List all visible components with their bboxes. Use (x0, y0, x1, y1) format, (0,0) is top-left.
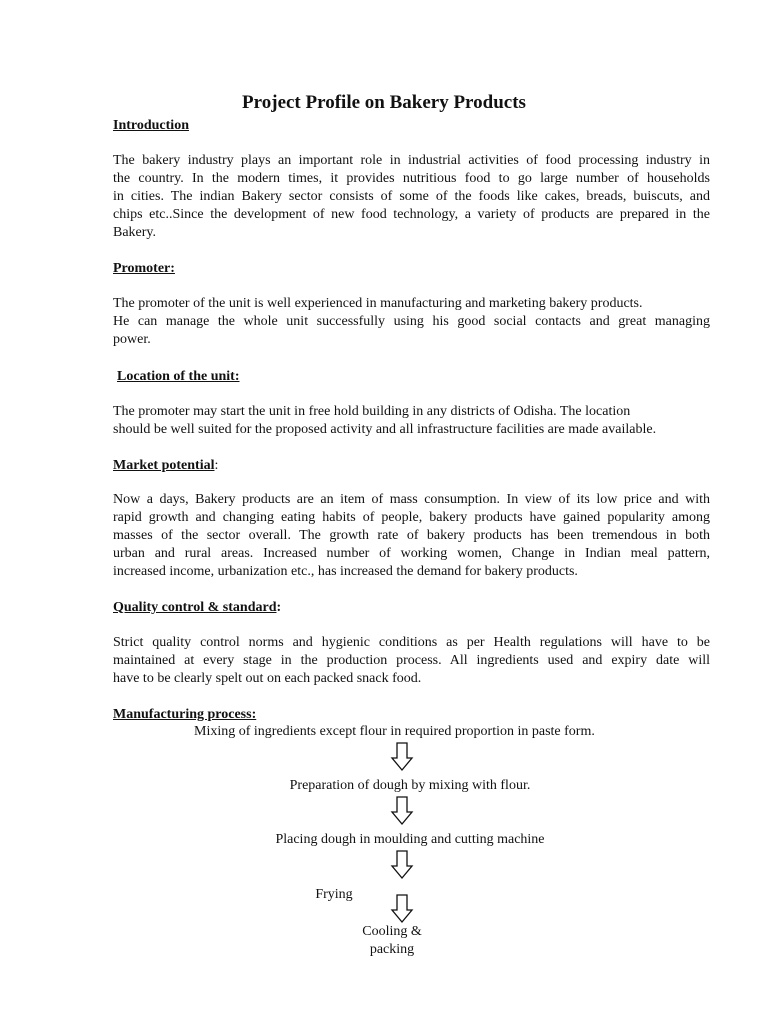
paragraph-line: Now a days, Bakery products are an item of mass consumption. In view of its low price and with (113, 492, 710, 507)
process-step-cooling (342, 923, 442, 959)
paragraph-line: have to be clearly spelt out on each packed snack food. (113, 671, 422, 686)
manufacturing-heading-text: Manufacturing process: (113, 707, 257, 722)
location-heading-text: Location of the unit: (117, 369, 240, 384)
quality-heading-colon: : (276, 600, 282, 615)
paragraph-line: He can manage the whole unit successfully using his good social contacts and great managing (113, 314, 710, 329)
quality-heading (113, 600, 281, 616)
paragraph-line: rapid growth and changing eating habits of people, bakery products have gained popularity among (113, 510, 710, 525)
market-paragraph (113, 491, 710, 581)
process-step-cooling-line2: packing (369, 942, 415, 957)
paragraph-line: chips etc..Since the development of new food technology, a variety of products are prepared in the (113, 207, 710, 222)
down-arrow-icon (390, 850, 414, 880)
paragraph-line: Strict quality control norms and hygienic conditions as per Health regulations will have to be (113, 635, 710, 650)
quality-paragraph (113, 634, 710, 688)
introduction-heading-text: Introduction (113, 118, 189, 133)
down-arrow-icon (390, 796, 414, 826)
paragraph-line: increased income, urbanization etc., has increased the demand for bakery products. (113, 564, 578, 579)
promoter-paragraph (113, 295, 710, 349)
promoter-heading-text: Promoter: (113, 261, 175, 276)
paragraph-line: The promoter of the unit is well experienced in manufacturing and marketing bakery products. (113, 296, 643, 311)
market-heading (113, 458, 218, 474)
location-heading (117, 369, 240, 385)
market-heading-colon: : (214, 458, 219, 473)
location-paragraph (113, 403, 710, 439)
paragraph-line: should be well suited for the proposed activity and all infrastructure facilities are made available. (113, 422, 657, 437)
process-step-dough: Preparation of dough by mixing with flour. (289, 778, 531, 793)
manufacturing-heading (113, 707, 256, 723)
paragraph-line: The promoter may start the unit in free hold building in any districts of Odisha. The location (113, 404, 631, 419)
paragraph-line: in cities. The indian Bakery sector consists of some of the foods like cakes, breads, buiscuts, and (113, 189, 710, 204)
process-step-mixing: Mixing of ingredients except flour in required proportion in paste form. (194, 724, 595, 739)
process-step-moulding: Placing dough in moulding and cutting machine (275, 832, 545, 847)
paragraph-line: The bakery industry plays an important role in industrial activities of food processing industry in (113, 153, 710, 168)
paragraph-line: masses of the sector overall. The growth rate of bakery products has been tremendous in both (113, 528, 710, 543)
quality-heading-text: Quality control & standard (113, 600, 277, 615)
introduction-paragraph (113, 152, 710, 242)
process-step-frying: Frying (315, 887, 353, 902)
process-step-cooling-line1: Cooling & (362, 924, 422, 939)
down-arrow-icon (390, 894, 414, 924)
paragraph-line: Bakery. (113, 225, 157, 240)
page-title: Project Profile on Bakery Products (242, 92, 526, 113)
paragraph-line: power. (113, 332, 151, 347)
introduction-heading (113, 118, 189, 134)
paragraph-line: urban and rural areas. Increased number of working women, Change in Indian meal pattern, (113, 546, 710, 561)
paragraph-line: maintained at every stage in the production process. All ingredients used and expiry date will (113, 653, 710, 668)
down-arrow-icon (390, 742, 414, 772)
market-heading-text: Market potential (113, 458, 215, 473)
promoter-heading (113, 261, 175, 277)
paragraph-line: the country. In the modern times, it provides nutritious food to go large number of households (113, 171, 710, 186)
